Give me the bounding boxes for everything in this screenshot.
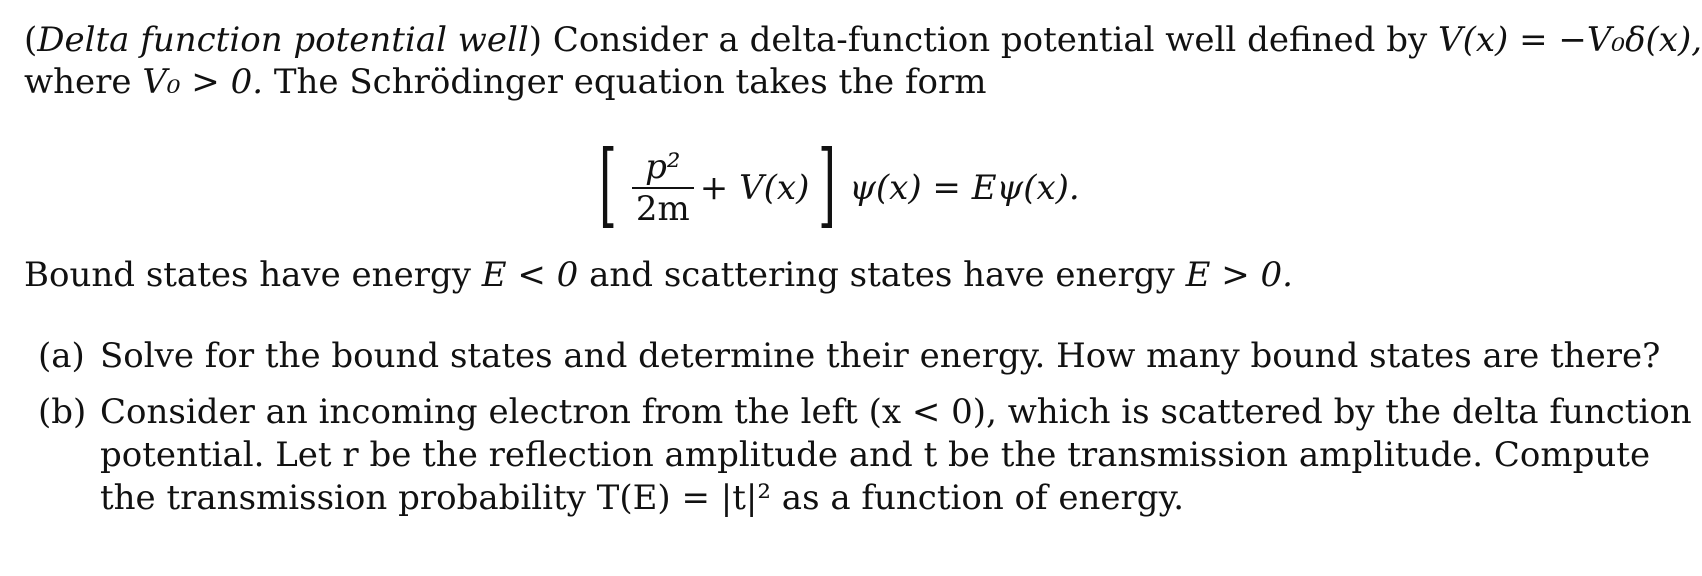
- intro-line-2: [24, 62, 987, 102]
- v0-condition: V₀ > 0.: [142, 62, 264, 102]
- kinetic-fraction: [632, 147, 694, 229]
- part-b-label: (b): [38, 392, 87, 432]
- part-a-line-1: Solve for the bound states and determine their energy. How many bound states are there?: [100, 336, 1661, 376]
- potential-definition: V(x) = −V₀δ(x),: [1438, 20, 1702, 60]
- potential-term: + V(x): [699, 168, 810, 208]
- intro-text-2a: where: [24, 62, 143, 102]
- part-b-line-1: Consider an incoming electron from the left (x < 0), which is scattered by the delta function: [100, 392, 1692, 432]
- intro-line-1: [24, 20, 1702, 60]
- part-b-line-3: the transmission probability T(E) = |t|² as a function of energy.: [100, 478, 1185, 518]
- paren-close: ): [528, 20, 543, 60]
- right-bracket: ]: [818, 131, 837, 238]
- bound-condition: E < 0: [481, 255, 579, 295]
- part-b-line-2: potential. Let r be the reflection amplitude and t be the transmission amplitude. Compute: [100, 435, 1651, 475]
- intro-text-2b: The Schrödinger equation takes the form: [263, 62, 987, 102]
- intro-text: Consider a delta-function potential well defined by: [542, 20, 1439, 60]
- fraction-numerator: p²: [645, 147, 681, 187]
- left-bracket: [: [598, 131, 617, 238]
- schrodinger-equation: [590, 131, 1080, 238]
- part-a-label: (a): [38, 336, 85, 376]
- energies-text-a: Bound states have energy: [24, 255, 482, 295]
- problem-title: Delta function potential well: [37, 20, 529, 60]
- energies-line: [24, 255, 1293, 295]
- fraction-denominator: 2m: [635, 189, 690, 229]
- equation-rhs: ψ(x) = Eψ(x).: [849, 168, 1080, 208]
- energies-text-b: and scattering states have energy: [578, 255, 1186, 295]
- paren-open: (: [24, 20, 38, 60]
- scattering-condition: E > 0.: [1185, 255, 1293, 295]
